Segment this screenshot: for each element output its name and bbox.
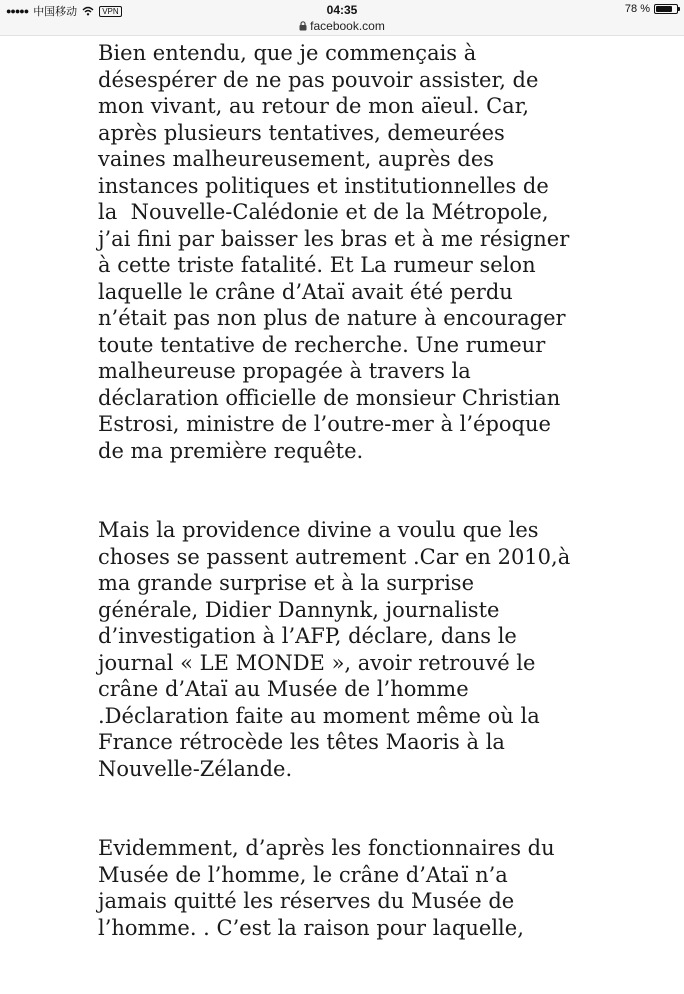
cellular-signal-icon: ●●●●●	[6, 6, 29, 16]
text-line: choses se passent autrement .Car en 2010,à	[98, 544, 571, 569]
text-line: Musée de l’homme, le crâne d’Ataï n’a	[98, 862, 508, 887]
text-line: après plusieurs tentatives, demeurées	[98, 120, 505, 145]
text-line: d’investigation à l’AFP, déclare, dans le	[98, 624, 517, 648]
text-line: Nouvelle-Zélande.	[98, 756, 293, 781]
text-line: n’était pas non plus de nature à encourager	[98, 306, 566, 330]
carrier-name: 中国移动	[33, 6, 78, 18]
address-bar[interactable]	[0, 18, 684, 36]
text-line: à cette triste fatalité. Et La rumeur selon	[98, 253, 536, 277]
text-line: déclaration officielle de monsieur Christian	[98, 385, 561, 410]
text-line: désespérer de ne pas pouvoir assister, de	[98, 67, 539, 92]
text-line: Bien entendu, que je commençais à	[98, 41, 477, 65]
text-line: la Nouvelle-Calédonie et de la Métropole,	[98, 200, 549, 224]
text-line: de ma première requête.	[98, 438, 364, 463]
text-line: .Déclaration faite au moment même où la	[98, 703, 540, 728]
text-line: toute tentative de recherche. Une rumeur	[98, 332, 546, 357]
text-line: Evidemment, d’après les fonctionnaires du	[98, 836, 555, 860]
text-line: instances politiques et institutionnelles de	[98, 173, 549, 198]
paragraph-3	[98, 835, 598, 941]
lock-icon	[299, 21, 307, 31]
text-line: ma grande surprise et à la surprise	[98, 571, 474, 595]
text-line: générale, Didier Dannynk, journaliste	[98, 597, 500, 622]
url-text[interactable]: facebook.com	[310, 19, 385, 33]
battery-fill	[656, 6, 672, 12]
paragraph-2	[98, 517, 598, 782]
text-line: France rétrocède les têtes Maoris à la	[98, 730, 505, 754]
battery-icon	[654, 4, 678, 14]
text-line: jamais quitté les réserves du Musée de	[98, 889, 515, 913]
status-bar	[0, 0, 684, 20]
status-right	[625, 3, 678, 15]
text-line: j’ai fini par baisser les bras et à me résigner	[98, 226, 570, 251]
text-line: mon vivant, au retour de mon aïeul. Car,	[98, 94, 530, 118]
vpn-badge: VPN	[99, 6, 121, 17]
paragraph-1	[98, 40, 598, 464]
text-line: malheureuse propagée à travers la	[98, 359, 471, 383]
status-time: 04:35	[326, 3, 358, 17]
text-line: vaines malheureusement, auprès des	[98, 147, 495, 171]
text-line: crâne d’Ataï au Musée de l’homme	[98, 677, 469, 701]
battery-percent: 78 %	[624, 3, 650, 15]
text-line: laquelle le crâne d’Ataï avait été perdu	[98, 279, 513, 304]
text-line: Estrosi, ministre de l’outre-mer à l’époque	[98, 412, 551, 436]
text-line: l’homme. . C’est la raison pour laquelle,	[98, 915, 524, 940]
article-body	[98, 40, 598, 994]
text-line: journal « LE MONDE », avoir retrouvé le	[98, 650, 536, 675]
text-line: Mais la providence divine a voulu que les	[98, 518, 539, 542]
